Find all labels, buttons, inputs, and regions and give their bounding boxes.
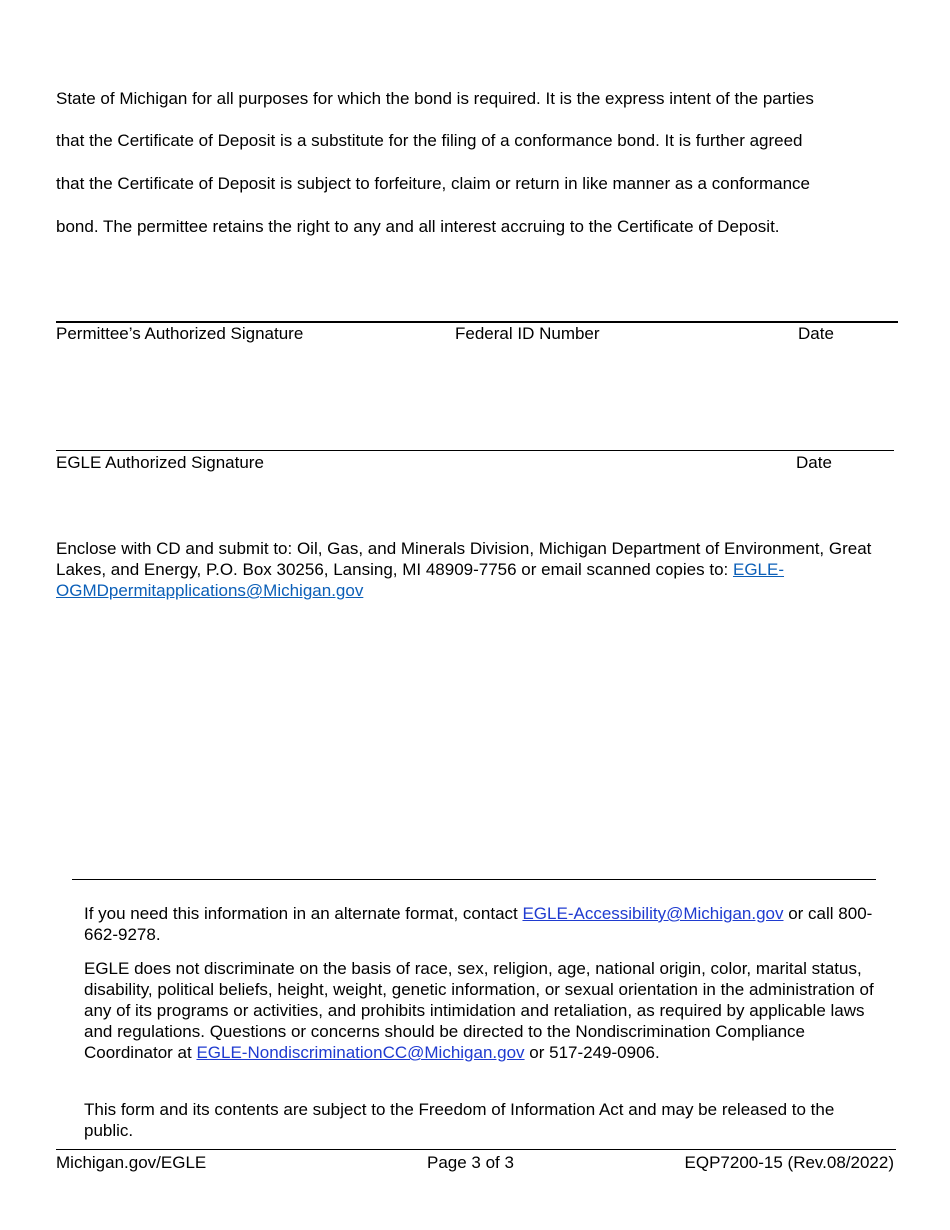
accessibility-email-link[interactable]: EGLE-Accessibility@Michigan.gov xyxy=(522,904,784,923)
egle-date-label: Date xyxy=(796,453,832,472)
intro-line-4: bond. The permittee retains the right to any and all interest accruing to the Certificate of Deposit. xyxy=(56,217,780,236)
foia-notice: This form and its contents are subject to the Freedom of Information Act and may be released to the public. xyxy=(84,1100,835,1140)
intro-line-1: State of Michigan for all purposes for which the bond is required. It is the express intent of the parties xyxy=(56,89,814,108)
permittee-signature-label: Permittee’s Authorized Signature xyxy=(56,324,304,343)
nondiscrimination-notice xyxy=(84,958,884,1063)
accessibility-prefix: If you need this information in an alternate format, contact xyxy=(84,904,523,923)
footer-page-number: Page 3 of 3 xyxy=(427,1153,514,1172)
nondiscrimination-prefix: EGLE does not discriminate on the basis of race, sex, religion, age, national origin, color, marital status, disability, political beliefs, height, weight, genetic information, or sexual orientation in the administration of any of its programs or activities, and prohibits intimidation and retaliation, as required by applicable laws and regulations. Questions or concerns should be directed to the Nondiscrimination Compliance Coordinator at xyxy=(84,959,874,1062)
intro-line-2: that the Certificate of Deposit is a substitute for the filing of a conformance bond. It is further agreed xyxy=(56,131,803,150)
egle-signature-label: EGLE Authorized Signature xyxy=(56,453,264,472)
intro-line-3: that the Certificate of Deposit is subject to forfeiture, claim or return in like manner as a conformance xyxy=(56,174,811,193)
submission-instructions xyxy=(56,538,896,601)
footer-form-id: EQP7200-15 (Rev.08/2022) xyxy=(684,1153,894,1172)
submission-text: Enclose with CD and submit to: Oil, Gas, and Minerals Division, Michigan Department of Environment, Great Lakes, and Energy, P.O. Box 30256, Lansing, MI 48909-7756 or email scanned copies to: xyxy=(56,539,872,579)
egle-signature-line[interactable] xyxy=(56,450,894,451)
footer-divider xyxy=(72,879,876,880)
permittee-signature-line[interactable] xyxy=(56,321,898,323)
permittee-date-label: Date xyxy=(798,324,834,343)
accessibility-notice xyxy=(84,903,884,945)
accessibility-suffix: or call 800-662-9278. xyxy=(84,904,873,944)
nondiscrimination-email-link[interactable]: EGLE-NondiscriminationCC@Michigan.gov xyxy=(196,1043,525,1062)
federal-id-label: Federal ID Number xyxy=(455,324,600,343)
submission-email-link[interactable]: EGLE-OGMDpermitapplications@Michigan.gov xyxy=(56,560,785,600)
page-footer-divider xyxy=(56,1149,896,1150)
nondiscrimination-suffix: or 517-249-0906. xyxy=(524,1043,660,1062)
footer-website: Michigan.gov/EGLE xyxy=(56,1153,207,1172)
